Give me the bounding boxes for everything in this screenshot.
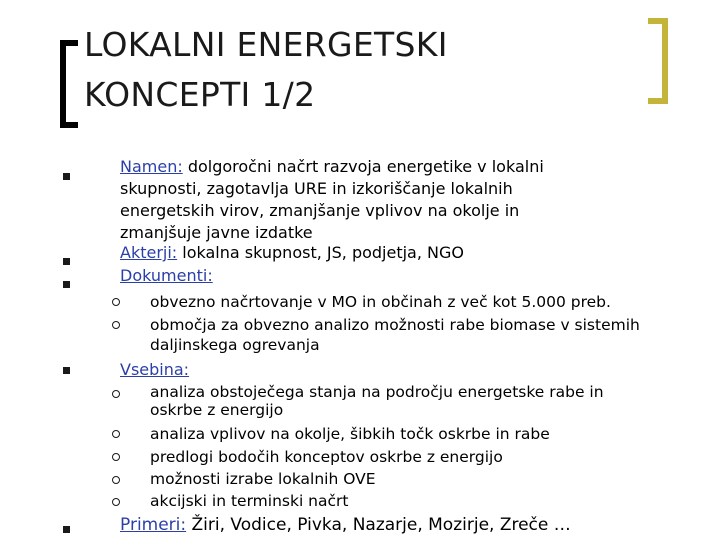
vsebina-sub-2: analiza vplivov na okolje, šibkih točk oskrbe in rabe: [150, 425, 550, 443]
title-line-1: LOKALNI ENERGETSKI: [84, 25, 448, 64]
namen-line-1: [120, 156, 544, 178]
akterji-line: [120, 242, 464, 264]
circle-bullet-icon: [112, 298, 120, 306]
vsebina-sub-5: akcijski in terminski načrt: [150, 492, 349, 510]
vsebina-sub-3: predlogi bodočih konceptov oskrbe z energijo: [150, 448, 503, 466]
page-title: [84, 20, 644, 120]
circle-bullet-icon: [112, 321, 120, 329]
namen-text-1: dolgoročni načrt razvoja energetike v lokalni: [182, 157, 544, 176]
primeri-line: [120, 514, 571, 536]
square-bullet-icon: [63, 258, 70, 265]
circle-bullet-icon: [112, 390, 120, 398]
primeri-label: Primeri:: [120, 515, 187, 535]
square-bullet-icon: [63, 526, 70, 533]
akterji-label: Akterji:: [120, 243, 178, 262]
circle-bullet-icon: [112, 453, 120, 461]
title-line-2: KONCEPTI 1/2: [84, 75, 316, 114]
akterji-text: lokalna skupnost, JS, podjetja, NGO: [177, 243, 464, 262]
circle-bullet-icon: [112, 476, 120, 484]
namen-line-3: energetskih virov, zmanjšanje vplivov na okolje in: [120, 201, 520, 220]
circle-bullet-icon: [112, 430, 120, 438]
dokumenti-sub-2-cont: daljinskega ogrevanja: [150, 336, 320, 354]
dokumenti-sub-2: območja za obvezno analizo možnosti rabe biomase v sistemih: [150, 316, 640, 334]
square-bullet-icon: [63, 367, 70, 374]
namen-line-4: zmanjšuje javne izdatke: [120, 223, 313, 242]
dokumenti-sub-1: obvezno načrtovanje v MO in občinah z več kot 5.000 preb.: [150, 293, 611, 311]
vsebina-line: [120, 359, 189, 381]
vsebina-sub-1-cont: oskrbe z energijo: [150, 401, 284, 419]
dokumenti-line: [120, 265, 213, 287]
title-bracket-right: [648, 18, 668, 104]
vsebina-label: Vsebina:: [120, 360, 190, 379]
square-bullet-icon: [63, 173, 70, 180]
namen-line-2: skupnosti, zagotavlja URE in izkoriščanje lokalnih: [120, 179, 513, 198]
dokumenti-label: Dokumenti:: [120, 266, 213, 285]
title-bracket-left: [60, 40, 78, 128]
vsebina-sub-4: možnosti izrabe lokalnih OVE: [150, 470, 376, 488]
primeri-text: Žiri, Vodice, Pivka, Nazarje, Mozirje, Zreče …: [186, 515, 571, 535]
circle-bullet-icon: [112, 498, 120, 506]
namen-label: Namen:: [120, 157, 183, 176]
square-bullet-icon: [63, 281, 70, 288]
vsebina-sub-1: analiza obstoječega stanja na področju energetske rabe in: [150, 383, 604, 401]
